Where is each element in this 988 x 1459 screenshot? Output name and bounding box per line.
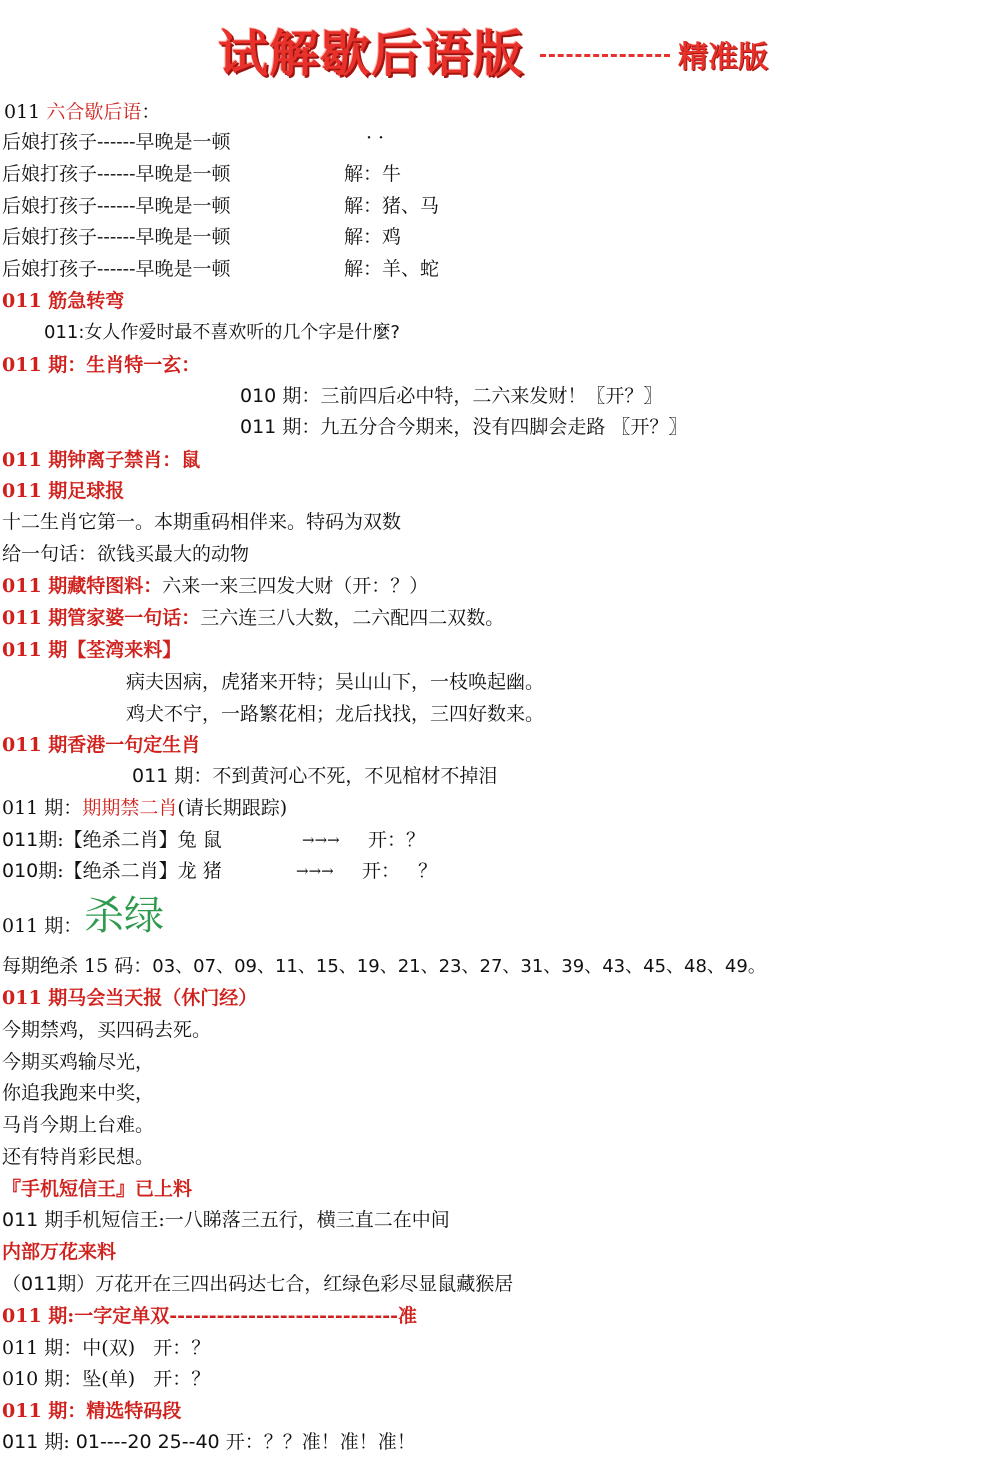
s6-header: 011 期【荃湾来料】 bbox=[2, 639, 182, 661]
s7-line bbox=[132, 762, 497, 790]
s8-prefix: 011 期： bbox=[2, 797, 83, 819]
s3-line-1-text: 期：三前四后必中特，二六来发财！〖开？〗 bbox=[282, 385, 663, 407]
riddle-row-4 bbox=[2, 223, 402, 251]
football-header: 011 期足球报 bbox=[2, 480, 125, 502]
s3-line-1 bbox=[240, 382, 662, 410]
treasure-label: 011 期藏特图料： bbox=[2, 575, 163, 597]
s8-header bbox=[2, 794, 287, 822]
kill-label: 每期绝杀 15 码： bbox=[2, 955, 153, 977]
riddle-answer: 解：鸡 bbox=[344, 226, 402, 248]
riddle-answer: 解：猪、马 bbox=[344, 195, 440, 217]
riddle-text: 后娘打孩子------早晚是一顿 bbox=[2, 163, 231, 185]
s8-note: (请长期跟踪) bbox=[177, 797, 288, 819]
s3-header: 011 期：生肖特一玄： bbox=[2, 354, 201, 376]
s7-header: 011 期香港一句定生肖 bbox=[2, 734, 201, 756]
s11-line bbox=[2, 1206, 450, 1234]
riddle-row-1 bbox=[2, 127, 391, 156]
s10-line: 马肖今期上台难。 bbox=[2, 1114, 155, 1136]
riddle-text: 后娘打孩子------早晚是一顿 bbox=[2, 195, 231, 217]
steward-row bbox=[2, 604, 504, 632]
s8-line-2-label: 期:【绝杀二肖】龙 猪 bbox=[38, 860, 222, 882]
s1-header-num: 011 bbox=[4, 101, 41, 123]
s14-line bbox=[2, 1428, 416, 1456]
s2-line: 011:女人作爱时最不喜欢听的几个字是什麼? bbox=[44, 322, 400, 343]
steward-text: 三六连三八大数，二六配四二双数。 bbox=[200, 607, 505, 629]
s10-line: 今期禁鸡，买四码去死。 bbox=[2, 1019, 212, 1041]
riddle-row-5 bbox=[2, 255, 440, 283]
s12-open: （ bbox=[2, 1273, 22, 1295]
s3-line-2-num: 011 bbox=[240, 416, 277, 438]
riddle-answer: 解：羊、蛇 bbox=[344, 258, 440, 280]
treasure-text: 六来一来三四发大财（开：？） bbox=[162, 575, 429, 597]
s12-line bbox=[2, 1270, 513, 1298]
s11-text: 期手机短信王:一八睇落三五行，横三直二在中间 bbox=[44, 1209, 450, 1231]
s1-header bbox=[4, 98, 160, 126]
s14-label: 期: bbox=[44, 1431, 76, 1453]
football-line-2: 给一句话：欲钱买最大的动物 bbox=[2, 543, 250, 565]
s3-line-2-text: 期：九五分合今期来，没有四脚会走路 〖开？〗 bbox=[282, 416, 688, 438]
s8-title: 期期禁二肖 bbox=[82, 797, 178, 819]
s7-num: 011 bbox=[132, 765, 169, 787]
title-dash-line bbox=[540, 54, 670, 57]
s8-line-1-result: 开：？ bbox=[368, 829, 426, 851]
riddle-text: 后娘打孩子------早晚是一顿 bbox=[2, 226, 231, 248]
s11-header: 『手机短信王』已上料 bbox=[2, 1178, 193, 1200]
s10-line: 你追我跑来中奖， bbox=[2, 1082, 155, 1104]
s8-line-2-arrows: →→→ bbox=[296, 862, 334, 880]
s9-big-label: 杀绿 bbox=[84, 893, 164, 939]
s10-header: 011 期马会当天报（休门经） bbox=[2, 987, 258, 1009]
riddle-dots: ·· bbox=[366, 127, 391, 149]
s14-header: 011 期：精选特码段 bbox=[2, 1400, 182, 1422]
s8-line-2-num: 010 bbox=[2, 860, 39, 882]
riddle-answer: 解：牛 bbox=[344, 163, 402, 185]
s8-line-1-arrows: →→→ bbox=[302, 831, 340, 849]
s14-num: 011 bbox=[2, 1431, 39, 1453]
s1-header-colon: ： bbox=[141, 101, 161, 123]
riddle-text: 后娘打孩子------早晚是一顿 bbox=[2, 258, 231, 280]
s7-text: 期：不到黄河心不死，不见棺材不掉泪 bbox=[174, 765, 498, 787]
page-subtitle: 精准版 bbox=[678, 40, 768, 75]
steward-label: 011 期管家婆一句话： bbox=[2, 607, 201, 629]
s1-header-title: 六合歇后语 bbox=[46, 101, 142, 123]
s14-range: 01----20 25--40 bbox=[75, 1431, 220, 1453]
riddle-text: 后娘打孩子------早晚是一顿 bbox=[2, 131, 231, 153]
riddle-row-2 bbox=[2, 160, 402, 188]
s2-header: 011 筋急转弯 bbox=[2, 290, 125, 312]
s9-prefix: 011 期： bbox=[2, 915, 83, 937]
s13-line-2: 010 期：坠(单) 开：？ bbox=[2, 1368, 211, 1390]
s12-text: 期）万花开在三四出码达七合，红绿色彩尽显鼠藏猴居 bbox=[57, 1273, 514, 1295]
bell-header: 011 期钟离子禁肖：鼠 bbox=[2, 449, 201, 471]
s10-line: 还有特肖彩民想。 bbox=[2, 1146, 155, 1168]
treasure-row bbox=[2, 572, 428, 600]
s8-line-2-result: 开： ？ bbox=[362, 860, 438, 882]
s3-line-2 bbox=[240, 413, 687, 441]
s6-line-2: 鸡犬不宁，一路繁花相；龙后找找，三四好数来。 bbox=[126, 703, 545, 725]
s13-line-1: 011 期：中(双) 开：？ bbox=[2, 1337, 211, 1359]
s12-num: 011 bbox=[21, 1273, 58, 1295]
riddle-row-3 bbox=[2, 192, 440, 220]
s11-num: 011 bbox=[2, 1209, 39, 1231]
s8-line-1 bbox=[2, 826, 426, 854]
s12-header: 内部万花来料 bbox=[2, 1241, 117, 1263]
kill-numbers: 03、07、09、11、15、19、21、23、27、31、39、43、45、48、49。 bbox=[152, 956, 766, 977]
page-title: 试解歇后语版 bbox=[218, 25, 524, 83]
s8-line-1-num: 011 bbox=[2, 829, 39, 851]
s13-header: 011 期:一字定单双-----------------------------准 bbox=[2, 1305, 417, 1327]
page-title-banner bbox=[0, 10, 988, 83]
s3-line-1-num: 010 bbox=[240, 385, 277, 407]
kill-numbers-row bbox=[2, 952, 766, 980]
football-line-1: 十二生肖它第一。本期重码相伴来。特码为双数 bbox=[2, 511, 402, 533]
s6-line-1: 病夫因病，虎猪来开特；吴山山下，一枝唤起幽。 bbox=[126, 671, 545, 693]
s8-line-1-label: 期:【绝杀二肖】兔 鼠 bbox=[38, 829, 222, 851]
s8-line-2 bbox=[2, 857, 438, 885]
s14-result: 开：？？准！准！准！ bbox=[219, 1431, 416, 1453]
s10-line: 今期买鸡输尽光， bbox=[2, 1051, 155, 1073]
